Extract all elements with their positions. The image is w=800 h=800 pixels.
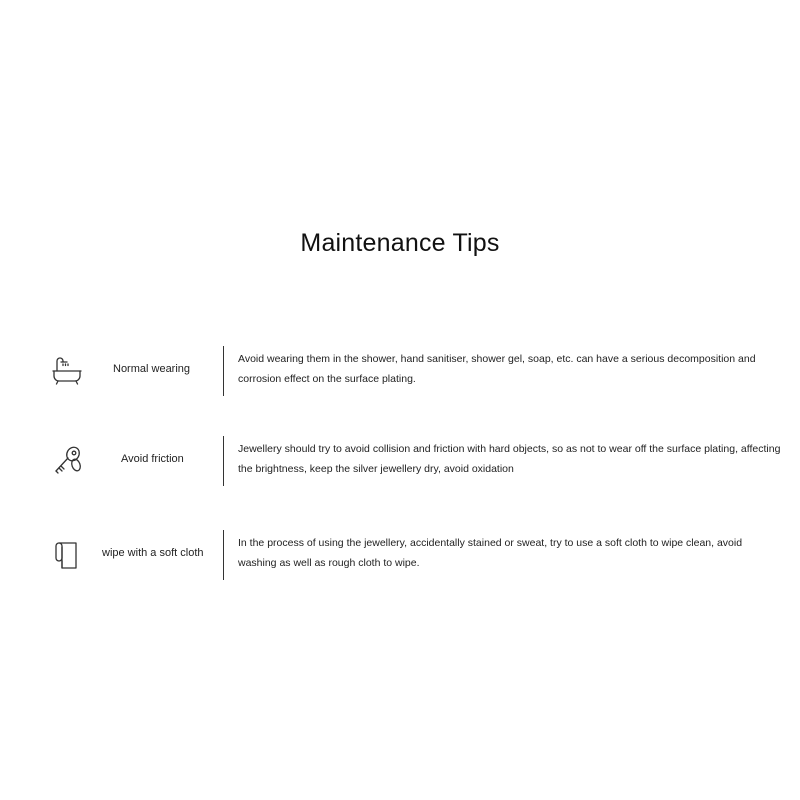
page-title: Maintenance Tips bbox=[300, 229, 500, 257]
soft-cloth-icon bbox=[50, 538, 84, 572]
tip-label: wipe with a soft cloth bbox=[102, 547, 204, 559]
bathtub-shower-icon bbox=[50, 354, 84, 388]
tip-description: Avoid wearing them in the shower, hand sanitiser, shower gel, soap, etc. can have a serious decomposition and corrosion effect on the surface plating. bbox=[238, 353, 756, 385]
tip-avoid-friction bbox=[0, 436, 800, 486]
tip-divider bbox=[223, 346, 224, 396]
tip-description: Jewellery should try to avoid collision and friction with hard objects, so as not to wear off the surface plating, affecting the brightness, keep the silver jewellery dry, avoid oxidation bbox=[238, 443, 781, 475]
tip-description: In the process of using the jewellery, accidentally stained or sweat, try to use a soft cloth to wipe clean, avoid washing as well as rough cloth to wipe. bbox=[238, 537, 743, 569]
tip-divider bbox=[223, 436, 224, 486]
tip-label: Normal wearing bbox=[113, 363, 191, 375]
tip-label: Avoid friction bbox=[121, 453, 184, 465]
keys-friction-icon bbox=[50, 444, 84, 478]
tip-divider bbox=[223, 530, 224, 580]
tip-normal-wearing bbox=[0, 346, 800, 396]
tip-soft-cloth bbox=[0, 530, 800, 580]
